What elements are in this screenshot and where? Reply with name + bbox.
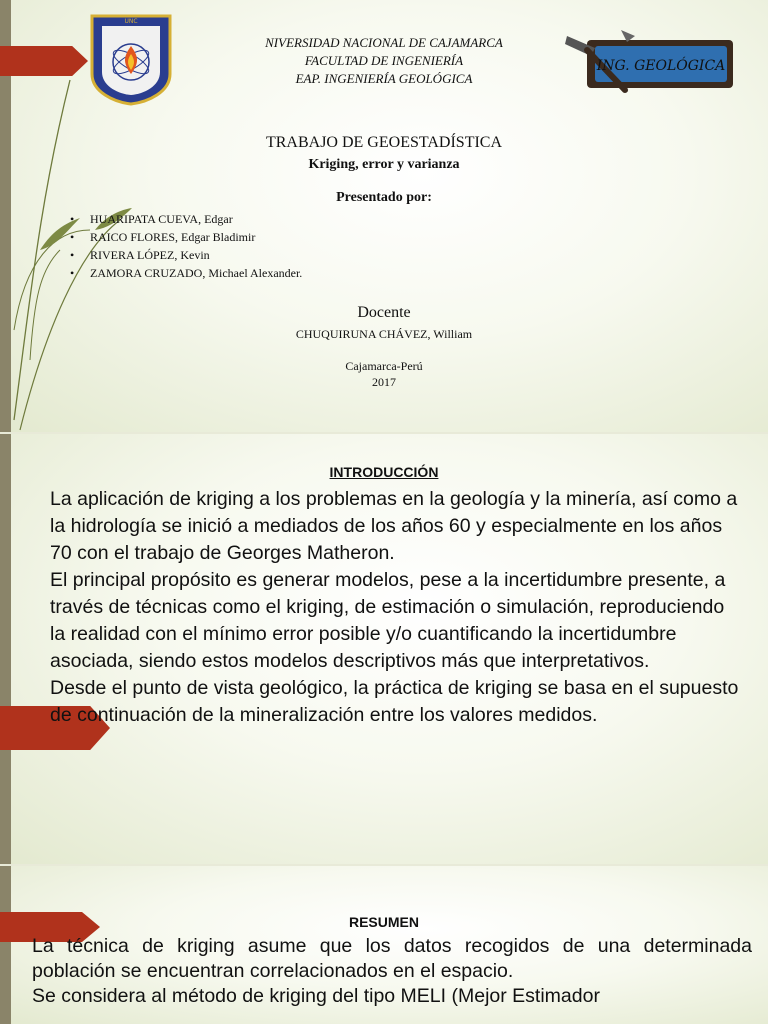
intro-slide: [0, 434, 768, 864]
school-name: EAP. INGENIERÍA GEOLÓGICA: [295, 71, 473, 86]
author-item: • HUARIPATA CUEVA, Edgar: [70, 210, 302, 228]
left-bar: [0, 434, 11, 864]
author-item: • RAICO FLORES, Edgar Bladimir: [70, 228, 302, 246]
document-title: TRABAJO DE GEOESTADÍSTICA: [265, 134, 503, 151]
resumen-slide: [0, 866, 768, 1024]
intro-body: [50, 486, 740, 729]
cover-slide: [0, 0, 768, 432]
resumen-paragraph: La técnica de kriging asume que los datos recogidos de una determinada población se encuentran correlacionados en el espacio.: [32, 935, 752, 982]
author-item: • RIVERA LÓPEZ, Kevin: [70, 246, 302, 264]
left-bar: [0, 866, 11, 1024]
authors-list: [70, 210, 302, 282]
presented-by-label: Presentado por:: [336, 190, 432, 205]
university-name: NIVERSIDAD NACIONAL DE CAJAMARCA: [265, 35, 503, 50]
intro-title: INTRODUCCIÓN: [329, 464, 439, 480]
intro-paragraph: Desde el punto de vista geológico, la práctica de kriging se basa en el supuesto de continuación de la mineralización entre los valores medidos.: [50, 677, 739, 726]
teacher-label: Docente: [357, 304, 411, 321]
intro-paragraph: La aplicación de kriging a los problemas en la geología y la minería, así como a la hidrología se inició a mediados de los años 60 y especialmente en los años 70 con el trabajo de Georges Matheron.: [50, 488, 738, 564]
author-item: • ZAMORA CRUZADO, Michael Alexander.: [70, 264, 302, 282]
resumen-paragraph: Se considera al método de kriging del tipo MELI (Mejor Estimador: [32, 985, 600, 1007]
resumen-title: RESUMEN: [348, 914, 419, 930]
intro-paragraph: El principal propósito es generar modelos, pese a la incertidumbre presente, a través de técnicas como el kriging, de estimación o simulación, reproduciendo la realidad con el mínimo error posible y/o cuantificando la incertidumbre asociada, siendo estos modelos descriptivos más que interpretativos.: [50, 569, 726, 672]
faculty-name: FACULTAD DE INGENIERÍA: [304, 53, 464, 68]
teacher-name: CHUQUIRUNA CHÁVEZ, William: [295, 327, 473, 341]
resumen-body: [32, 934, 752, 1009]
document-subtitle: Kriging, error y varianza: [308, 157, 460, 172]
place: Cajamarca-Perú: [345, 359, 423, 373]
year: 2017: [372, 375, 396, 389]
logo-right-text: ING. GEOLÓGICA: [596, 58, 726, 74]
logo-left-top-text: UNC: [124, 18, 138, 25]
